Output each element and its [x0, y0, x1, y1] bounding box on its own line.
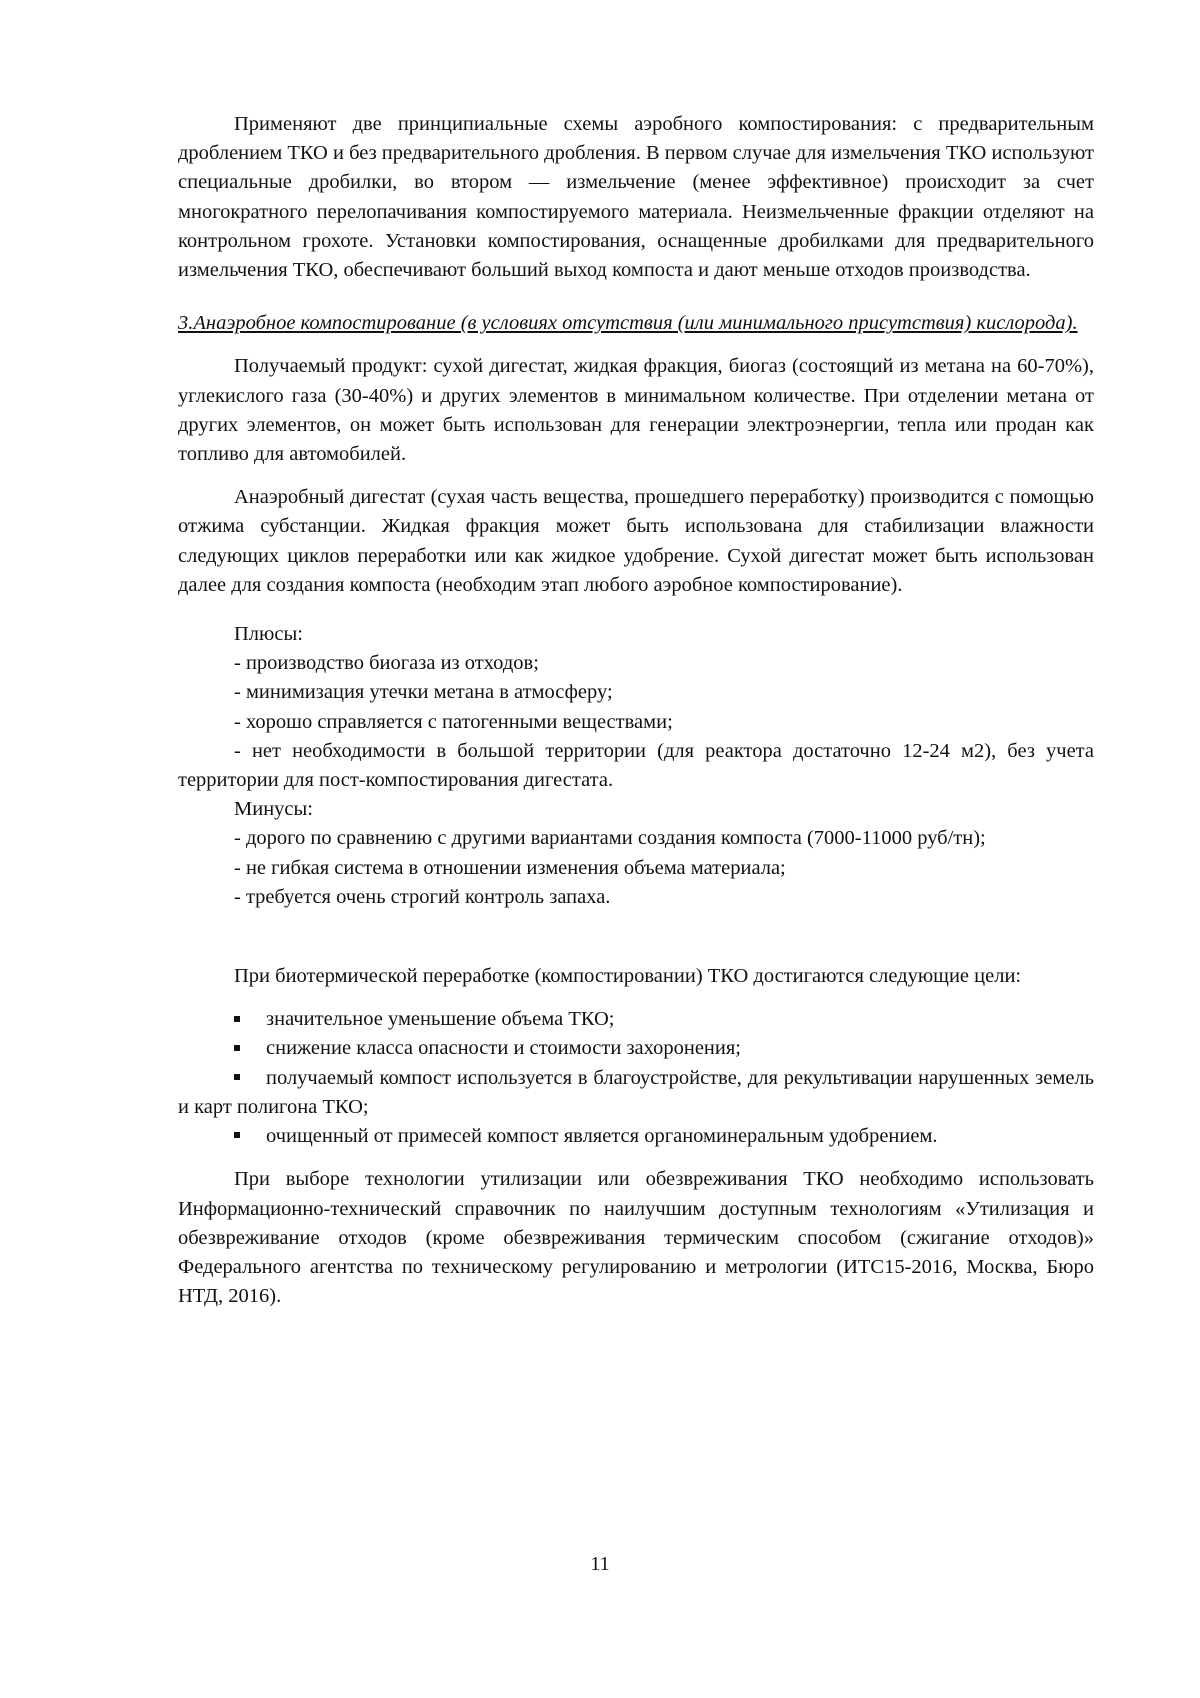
bullet-icon [234, 1074, 240, 1080]
pros-item: - минимизация утечки метана в атмосферу; [234, 681, 613, 704]
cons-item: - требуется очень строгий контроль запаха. [234, 885, 611, 908]
pros-item: - хорошо справляется с патогенными веществами; [234, 710, 673, 733]
list-item: очищенный от примесей компост является органоминеральным удобрением. [178, 1122, 1094, 1151]
paragraph-goals-intro: При биотермической переработке (компостировании) ТКО достигаются следующие цели: [234, 965, 1022, 988]
goals-list [178, 1005, 1094, 1151]
bullet-icon [234, 1045, 240, 1051]
cons-item: - дорого по сравнению с другими вариантами создания компоста (7000-11000 руб/тн); [234, 827, 986, 850]
bullet-icon [234, 1132, 240, 1138]
pros-title: Плюсы: [234, 623, 303, 646]
list-item: снижение класса опасности и стоимости захоронения; [178, 1034, 1094, 1063]
paragraph-reference: При выборе технологии утилизации или обезвреживания ТКО необходимо использовать Информационно-технический справочник по наилучшим доступным технологиям «Утилизация и обезвреживание отходов (кроме обезвреживания термическим способом (сжигание отходов)» Федерального агентства по техническому регулированию и метрологии (ИТС15-2016, Москва, Бюро НТД, 2016). [178, 1168, 1094, 1308]
list-item: получаемый компост используется в благоустройстве, для рекультивации нарушенных земель и карт полигона ТКО; [178, 1066, 1094, 1118]
section-heading-anaerobic: 3.Анаэробное компостирование (в условиях отсутствия (или минимального присутствия) кислорода). [178, 312, 1078, 335]
paragraph-product: Получаемый продукт: сухой дигестат, жидкая фракция, биогаз (состоящий из метана на 60-70%), углекислого газа (30-40%) и других элементов в минимальном количестве. При отделении метана от других элементов, он может быть использован для генерации электроэнергии, тепла или продан как топливо для автомобилей. [178, 355, 1094, 466]
list-item: значительное уменьшение объема ТКО; [178, 1005, 1094, 1034]
bullet-icon [234, 1016, 240, 1022]
cons-title: Минусы: [234, 798, 313, 821]
page-number: 11 [590, 1553, 610, 1575]
cons-item: - не гибкая система в отношении изменения объема материала; [234, 856, 786, 879]
document-page [178, 110, 1094, 1311]
paragraph-aerobic-schemes: Применяют две принципиальные схемы аэробного компостирования: с предварительным дроблением ТКО и без предварительного дробления. В первом случае для измельчения ТКО используют специальные дробилки, во втором — измельчение (менее эффективное) происходит за счет многократного перелопачивания компостируемого материала. Неизмельченные фракции отделяют на контрольном грохоте. Установки компостирования, оснащенные дробилками для предварительного измельчения ТКО, обеспечивают больший выход компоста и дают меньше отходов производства. [178, 113, 1094, 282]
pros-item: - производство биогаза из отходов; [234, 652, 539, 675]
pros-item: - нет необходимости в большой территории (для реактора достаточно 12-24 м2), без учета территории для пост-компостирования дигестата. [178, 739, 1094, 792]
paragraph-digestate: Анаэробный дигестат (сухая часть вещества, прошедшего переработку) производится с помощью отжима субстанции. Жидкая фракция может быть использована для стабилизации влажности следующих циклов переработки или как жидкое удобрение. Сухой дигестат может быть использован далее для создания компоста (необходим этап любого аэробное компостирование). [178, 486, 1094, 596]
